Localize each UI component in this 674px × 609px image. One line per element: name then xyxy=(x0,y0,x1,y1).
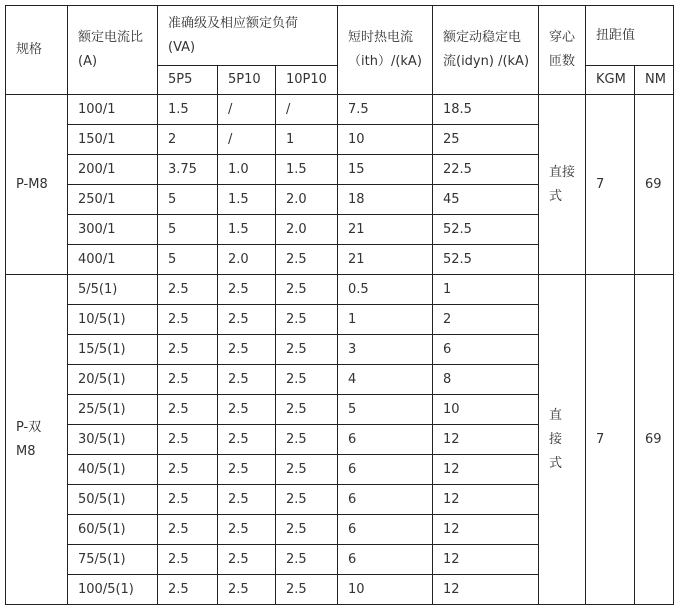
idyn-cell: 25 xyxy=(433,125,539,155)
acc-5p5-cell: 2 xyxy=(158,125,218,155)
ith-cell: 3 xyxy=(338,335,433,365)
header-ith-line1: 短时热电流 xyxy=(348,30,414,45)
spec-table xyxy=(5,5,674,605)
acc-10p10-cell: 2.5 xyxy=(276,245,338,275)
spec-cell xyxy=(6,95,68,275)
acc-5p10-cell: 2.5 xyxy=(218,485,276,515)
acc-10p10-cell: 2.5 xyxy=(276,575,338,605)
acc-5p5-cell: 2.5 xyxy=(158,275,218,305)
spec-line: P-M8 xyxy=(16,176,48,192)
cross-turns-cell xyxy=(539,275,586,605)
ith-cell: 6 xyxy=(338,545,433,575)
acc-5p5-cell: 2.5 xyxy=(158,575,218,605)
ith-cell: 0.5 xyxy=(338,275,433,305)
acc-10p10-cell: 2.5 xyxy=(276,305,338,335)
acc-5p5-cell: 3.75 xyxy=(158,155,218,185)
acc-5p5-cell: 5 xyxy=(158,245,218,275)
idyn-cell: 1 xyxy=(433,275,539,305)
acc-5p5-cell: 2.5 xyxy=(158,395,218,425)
header-kgm: KGM xyxy=(586,66,635,95)
idyn-cell: 52.5 xyxy=(433,245,539,275)
idyn-cell: 10 xyxy=(433,395,539,425)
kgm-cell: 7 xyxy=(586,95,635,275)
idyn-cell: 12 xyxy=(433,485,539,515)
ratio-cell: 100/5(1) xyxy=(68,575,158,605)
cross-turns-line: 式 xyxy=(549,188,563,204)
cross-turns-line: 式 xyxy=(549,455,563,471)
ratio-cell: 75/5(1) xyxy=(68,545,158,575)
acc-5p10-cell: 2.5 xyxy=(218,275,276,305)
acc-5p5-cell: 2.5 xyxy=(158,455,218,485)
acc-10p10-cell: 2.5 xyxy=(276,365,338,395)
table-row xyxy=(6,275,674,305)
acc-5p10-cell: 2.5 xyxy=(218,455,276,485)
header-idyn xyxy=(433,6,539,95)
idyn-cell: 22.5 xyxy=(433,155,539,185)
acc-10p10-cell: 2.5 xyxy=(276,545,338,575)
acc-5p5-cell: 1.5 xyxy=(158,95,218,125)
header-acc-10p10: 10P10 xyxy=(276,66,338,95)
ith-cell: 10 xyxy=(338,575,433,605)
idyn-cell: 45 xyxy=(433,185,539,215)
acc-5p10-cell: 2.5 xyxy=(218,305,276,335)
header-torque: 扭距值 xyxy=(586,6,674,66)
ratio-cell: 25/5(1) xyxy=(68,395,158,425)
ith-cell: 4 xyxy=(338,365,433,395)
header-ratio-line1: 额定电流比 xyxy=(78,30,144,45)
ratio-cell: 150/1 xyxy=(68,125,158,155)
ratio-cell: 200/1 xyxy=(68,155,158,185)
cross-turns-cell xyxy=(539,95,586,275)
acc-5p5-cell: 2.5 xyxy=(158,365,218,395)
ratio-cell: 300/1 xyxy=(68,215,158,245)
ratio-cell: 100/1 xyxy=(68,95,158,125)
spec-line: P-双 xyxy=(16,419,42,435)
ith-cell: 6 xyxy=(338,515,433,545)
idyn-cell: 6 xyxy=(433,335,539,365)
ith-cell: 18 xyxy=(338,185,433,215)
kgm-cell: 7 xyxy=(586,275,635,605)
ratio-cell: 30/5(1) xyxy=(68,425,158,455)
ratio-cell: 50/5(1) xyxy=(68,485,158,515)
header-ratio-line2: (A) xyxy=(78,54,98,69)
acc-5p10-cell: 2.5 xyxy=(218,395,276,425)
acc-5p10-cell: 2.5 xyxy=(218,335,276,365)
spec-cell xyxy=(6,275,68,605)
header-nm: NM xyxy=(635,66,674,95)
ith-cell: 15 xyxy=(338,155,433,185)
ratio-cell: 15/5(1) xyxy=(68,335,158,365)
ratio-cell: 60/5(1) xyxy=(68,515,158,545)
acc-10p10-cell: 2.5 xyxy=(276,515,338,545)
header-idyn-line2: 流(idyn) /(kA) xyxy=(443,54,530,69)
acc-5p10-cell: 1.5 xyxy=(218,215,276,245)
acc-10p10-cell: 2.5 xyxy=(276,485,338,515)
header-accuracy xyxy=(158,6,338,66)
acc-5p10-cell: / xyxy=(218,125,276,155)
header-ith-line2: （ith）/(kA) xyxy=(348,54,422,69)
header-cross-turns xyxy=(539,6,586,95)
ith-cell: 21 xyxy=(338,215,433,245)
idyn-cell: 8 xyxy=(433,365,539,395)
acc-10p10-cell: / xyxy=(276,95,338,125)
nm-cell: 69 xyxy=(635,95,674,275)
nm-cell: 69 xyxy=(635,275,674,605)
ith-cell: 10 xyxy=(338,125,433,155)
ith-cell: 6 xyxy=(338,425,433,455)
header-spec: 规格 xyxy=(6,6,68,95)
ratio-cell: 10/5(1) xyxy=(68,305,158,335)
header-acc-5p5: 5P5 xyxy=(158,66,218,95)
idyn-cell: 52.5 xyxy=(433,215,539,245)
acc-10p10-cell: 2.5 xyxy=(276,395,338,425)
acc-5p10-cell: / xyxy=(218,95,276,125)
acc-5p10-cell: 2.5 xyxy=(218,545,276,575)
acc-5p5-cell: 5 xyxy=(158,185,218,215)
idyn-cell: 12 xyxy=(433,515,539,545)
idyn-cell: 12 xyxy=(433,425,539,455)
ratio-cell: 40/5(1) xyxy=(68,455,158,485)
acc-10p10-cell: 2.0 xyxy=(276,185,338,215)
acc-5p5-cell: 2.5 xyxy=(158,425,218,455)
header-idyn-line1: 额定动稳定电 xyxy=(443,30,522,45)
acc-10p10-cell: 2.5 xyxy=(276,335,338,365)
acc-10p10-cell: 2.5 xyxy=(276,425,338,455)
header-accuracy-line2: (VA) xyxy=(168,39,196,55)
header-row-1 xyxy=(6,6,674,66)
acc-5p10-cell: 2.0 xyxy=(218,245,276,275)
acc-5p5-cell: 2.5 xyxy=(158,305,218,335)
acc-5p10-cell: 2.5 xyxy=(218,425,276,455)
ratio-cell: 400/1 xyxy=(68,245,158,275)
acc-5p5-cell: 2.5 xyxy=(158,515,218,545)
ith-cell: 1 xyxy=(338,305,433,335)
acc-5p5-cell: 2.5 xyxy=(158,485,218,515)
cross-turns-line: 直 xyxy=(549,407,563,423)
acc-10p10-cell: 1 xyxy=(276,125,338,155)
acc-5p10-cell: 2.5 xyxy=(218,575,276,605)
acc-5p5-cell: 5 xyxy=(158,215,218,245)
acc-5p5-cell: 2.5 xyxy=(158,545,218,575)
acc-10p10-cell: 2.0 xyxy=(276,215,338,245)
ith-cell: 7.5 xyxy=(338,95,433,125)
idyn-cell: 18.5 xyxy=(433,95,539,125)
ith-cell: 6 xyxy=(338,455,433,485)
spec-line: M8 xyxy=(16,443,36,459)
cross-turns-line: 直接 xyxy=(549,164,576,180)
header-ith xyxy=(338,6,433,95)
header-acc-5p10: 5P10 xyxy=(218,66,276,95)
idyn-cell: 12 xyxy=(433,455,539,485)
idyn-cell: 12 xyxy=(433,545,539,575)
idyn-cell: 12 xyxy=(433,575,539,605)
ith-cell: 5 xyxy=(338,395,433,425)
idyn-cell: 2 xyxy=(433,305,539,335)
header-ratio xyxy=(68,6,158,95)
acc-5p10-cell: 1.5 xyxy=(218,185,276,215)
acc-10p10-cell: 2.5 xyxy=(276,275,338,305)
ith-cell: 21 xyxy=(338,245,433,275)
ratio-cell: 20/5(1) xyxy=(68,365,158,395)
acc-10p10-cell: 1.5 xyxy=(276,155,338,185)
acc-5p10-cell: 2.5 xyxy=(218,515,276,545)
header-cross-line2: 匝数 xyxy=(549,54,576,69)
cross-turns-line: 接 xyxy=(549,431,563,447)
table-row xyxy=(6,95,674,125)
header-accuracy-line1: 准确级及相应额定负荷 xyxy=(168,15,299,31)
acc-10p10-cell: 2.5 xyxy=(276,455,338,485)
header-cross-line1: 穿心 xyxy=(549,30,576,45)
acc-5p5-cell: 2.5 xyxy=(158,335,218,365)
acc-5p10-cell: 1.0 xyxy=(218,155,276,185)
ratio-cell: 5/5(1) xyxy=(68,275,158,305)
acc-5p10-cell: 2.5 xyxy=(218,365,276,395)
ratio-cell: 250/1 xyxy=(68,185,158,215)
ith-cell: 6 xyxy=(338,485,433,515)
